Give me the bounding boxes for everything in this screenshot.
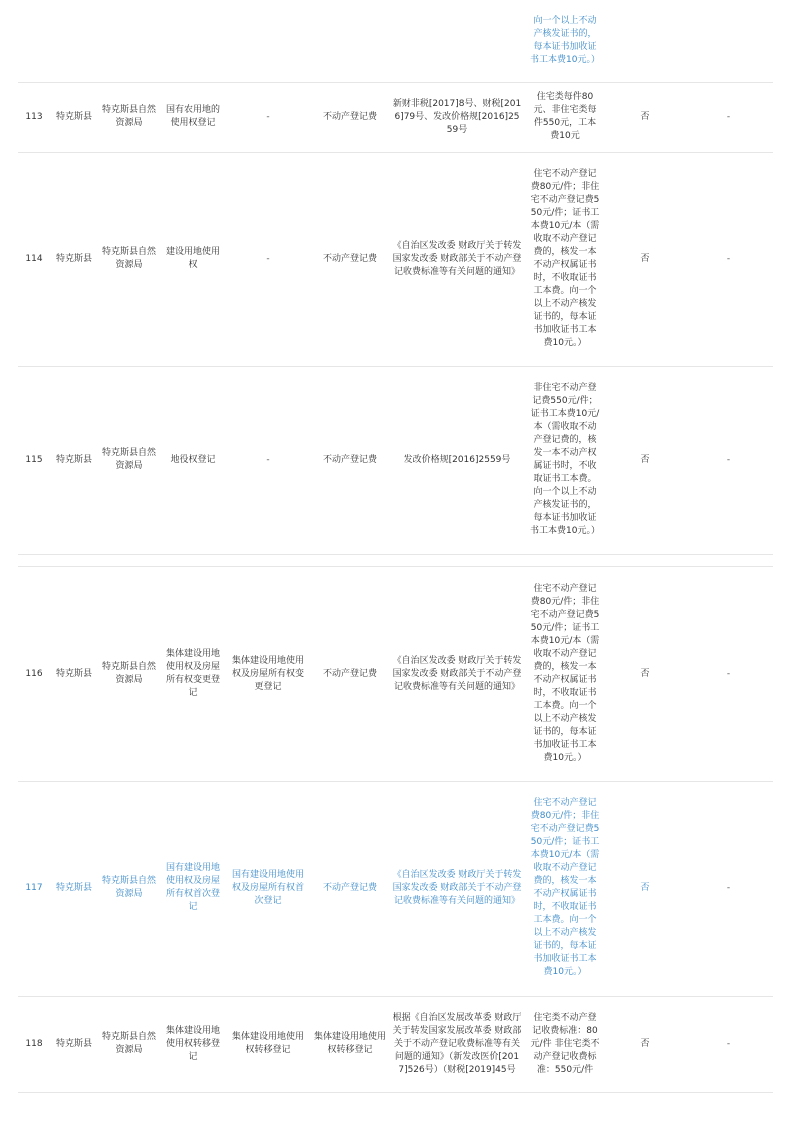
basis-text: 发改价格规[2016]2559号: [403, 454, 511, 465]
sub-item-cell: [226, 82, 310, 152]
fee-name-cell: [310, 82, 390, 152]
fee-name-cell: [310, 366, 390, 554]
basis-cell: [390, 996, 524, 1092]
fee-standard-text: 住宅类不动产登记收费标准：80元/件 非住宅类不动产登记收费标准：550元/件: [530, 1012, 600, 1075]
item-text: 集体建设用地使用权及房屋所有权变更登记: [165, 649, 220, 698]
sub-item-text: -: [266, 111, 270, 122]
fee-standard-text: 住宅不动产登记费80元/件；非住宅不动产登记费550元/件；证书工本费10元/本（需收取不动产登记费的，核发一本不动产权属证书时，不收取证书工本费。向一个以上不动产核发证书的，每本证书加收证书工本费10元。）: [530, 169, 600, 348]
sub-item-cell: [226, 152, 310, 366]
table-row: [18, 152, 773, 367]
department-text: 特克斯县自然资源局: [101, 1032, 156, 1055]
exempt-text: 否: [640, 668, 650, 679]
item-text: 国有建设用地使用权及房屋所有权首次登记: [165, 863, 220, 912]
department-text: 特克斯县自然资源局: [101, 105, 156, 128]
county-cell: [50, 366, 98, 554]
sub-item-text: 集体建设用地使用权及房屋所有权变更登记: [231, 655, 304, 692]
fee-name-text: 不动产登记费: [322, 882, 377, 893]
item-text: 集体建设用地使用权转移登记: [165, 1025, 220, 1062]
table-row-highlighted[interactable]: [18, 780, 773, 997]
table-row-fragment: [18, 0, 773, 83]
fee-standard-cell: [524, 82, 606, 152]
sub-item-text: -: [266, 454, 270, 465]
sub-item-cell: [226, 567, 310, 781]
item-cell: [160, 366, 226, 554]
note-text: -: [726, 882, 731, 893]
basis-text: 《自治区发改委 财政厅关于转发国家发改委 财政部关于不动产登记收费标准等有关问题的通知》: [392, 655, 522, 692]
basis-cell: [390, 780, 524, 996]
fee-name-cell: [310, 780, 390, 996]
row-number-cell: [18, 366, 50, 554]
item-text: 国有农用地的使用权登记: [165, 105, 220, 128]
row-number: 118: [25, 1038, 43, 1049]
note-cell: [684, 82, 773, 152]
exempt-cell: [606, 82, 684, 152]
exempt-cell: [606, 152, 684, 366]
county-text: 特克斯县: [55, 882, 92, 893]
note-text: -: [726, 253, 731, 264]
basis-text: 《自治区发改委 财政厅关于转发国家发改委 财政部关于不动产登记收费标准等有关问题的通知》: [392, 869, 522, 906]
fee-name-cell: [310, 152, 390, 366]
item-text: 建设用地使用权: [165, 247, 220, 270]
county-text: 特克斯县: [55, 111, 92, 122]
fee-name-cell: [310, 996, 390, 1092]
basis-text: 根据《自治区发展改革委 财政厅关于转发国家发展改革委 财政部关于不动产登记收费标准等有关问题的通知》（新发改医价[2017]526号）（财税[2019]45号: [392, 1012, 522, 1075]
department-cell: [98, 152, 160, 366]
fee-standard-text: 住宅类每件80元、非住宅类每件550元，工本费10元: [533, 92, 597, 141]
fee-standard-cell: [524, 780, 606, 996]
basis-cell: [390, 567, 524, 781]
exempt-cell: [606, 366, 684, 554]
exempt-text: 否: [640, 111, 650, 122]
note-text: -: [726, 454, 731, 465]
exempt-cell: [606, 567, 684, 781]
basis-cell: [390, 82, 524, 152]
fee-name-text: 集体建设用地使用权转移登记: [313, 1032, 386, 1055]
row-number: 115: [25, 454, 43, 465]
row-number: 113: [25, 111, 43, 122]
fee-name-cell: [310, 567, 390, 781]
fee-name-text: 不动产登记费: [322, 253, 377, 264]
note-cell: [684, 996, 773, 1092]
department-text: 特克斯县自然资源局: [101, 448, 156, 471]
department-cell: [98, 780, 160, 996]
table-row: [18, 82, 773, 153]
exempt-cell: [606, 780, 684, 996]
county-cell: [50, 567, 98, 781]
exempt-text: 否: [640, 253, 650, 264]
exempt-text: 否: [640, 1038, 650, 1049]
fee-standard-cell: [524, 567, 606, 781]
county-cell: [50, 152, 98, 366]
basis-text: 《自治区发改委 财政厅关于转发国家发改委 财政部关于不动产登记收费标准等有关问题的通知》: [392, 240, 522, 277]
row-number-cell: [18, 567, 50, 781]
county-cell: [50, 780, 98, 996]
row-number-cell: [18, 996, 50, 1092]
fee-standard-cell: [524, 152, 606, 366]
note-cell: [684, 152, 773, 366]
row-number-cell: [18, 780, 50, 996]
fee-name-text: 不动产登记费: [322, 111, 377, 122]
department-cell: [98, 567, 160, 781]
county-text: 特克斯县: [55, 454, 92, 465]
fee-name-text: 不动产登记费: [322, 454, 377, 465]
department-cell: [98, 996, 160, 1092]
note-text: -: [726, 111, 731, 122]
county-text: 特克斯县: [55, 668, 92, 679]
table-row: [18, 996, 773, 1093]
department-cell: [98, 366, 160, 554]
note-cell: [684, 366, 773, 554]
exempt-cell: [606, 996, 684, 1092]
note-cell: [684, 780, 773, 996]
department-text: 特克斯县自然资源局: [101, 876, 156, 899]
table-row: [18, 366, 773, 555]
note-text: -: [726, 1038, 731, 1049]
note-cell: [684, 567, 773, 781]
county-cell: [50, 996, 98, 1092]
sub-item-cell: [226, 996, 310, 1092]
department-text: 特克斯县自然资源局: [101, 247, 156, 270]
note-text: -: [726, 668, 731, 679]
sub-item-text: 国有建设用地使用权及房屋所有权首次登记: [231, 869, 304, 906]
fee-standard-cell: [524, 366, 606, 554]
sub-item-cell: [226, 366, 310, 554]
exempt-text: 否: [640, 454, 650, 465]
item-text: 地役权登记: [170, 454, 216, 465]
row-number: 116: [25, 668, 43, 679]
department-text: 特克斯县自然资源局: [101, 662, 156, 685]
county-cell: [50, 82, 98, 152]
row-number-cell: [18, 82, 50, 152]
item-cell: [160, 996, 226, 1092]
sub-item-text: -: [266, 253, 270, 264]
row-number: 114: [25, 253, 43, 264]
fee-standard-text: 非住宅不动产登记费550元/件；证书工本费10元/本（需收取不动产登记费的，核发一本不动产权属证书时，不收取证书工本费。向一个以上不动产核发证书的，每本证书加收证书工本费10元。）: [530, 383, 600, 536]
fee-standard-text: 向一个以上不动产核发证书的，每本证书加收证书工本费10元。）: [530, 16, 600, 65]
basis-cell: [390, 366, 524, 554]
fee-standard-cell: [524, 996, 606, 1092]
department-cell: [98, 82, 160, 152]
county-text: 特克斯县: [55, 253, 92, 264]
sub-item-text: 集体建设用地使用权转移登记: [231, 1032, 304, 1055]
basis-cell: [390, 152, 524, 366]
county-text: 特克斯县: [55, 1038, 92, 1049]
item-cell: [160, 152, 226, 366]
item-cell: [160, 780, 226, 996]
table-row: [18, 566, 773, 782]
basis-text: 新财非税[2017]8号、财税[2016]79号、发改价格规[2016]2559号: [392, 98, 522, 135]
row-number-cell: [18, 152, 50, 366]
row-number: 117: [25, 882, 43, 893]
fee-name-text: 不动产登记费: [322, 668, 377, 679]
fee-standard-text: 住宅不动产登记费80元/件；非住宅不动产登记费550元/件；证书工本费10元/本（需收取不动产登记费的，核发一本不动产权属证书时，不收取证书工本费。向一个以上不动产核发证书的，每本证书加收证书工本费10元。）: [530, 584, 600, 763]
item-cell: [160, 82, 226, 152]
exempt-text: 否: [640, 882, 650, 893]
sub-item-cell: [226, 780, 310, 996]
fee-standard-text: 住宅不动产登记费80元/件；非住宅不动产登记费550元/件；证书工本费10元/本（需收取不动产登记费的，核发一本不动产权属证书时，不收取证书工本费。向一个以上不动产核发证书的，每本证书加收证书工本费10元。）: [530, 798, 600, 977]
item-cell: [160, 567, 226, 781]
fee-standard-cell: [524, 0, 606, 82]
